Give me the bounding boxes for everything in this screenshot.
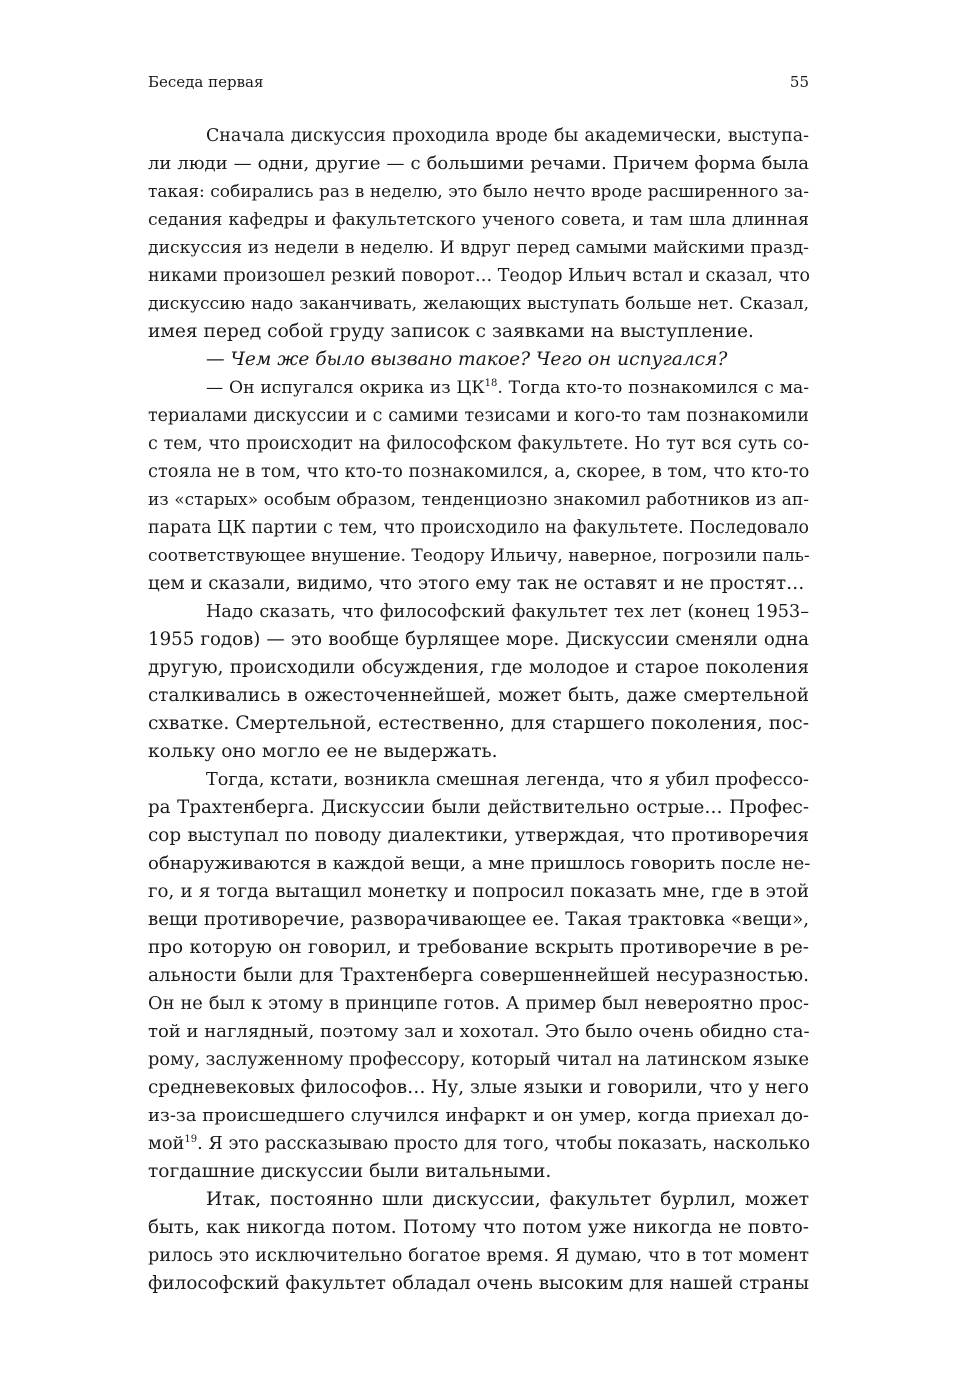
text-line — [148, 374, 809, 402]
text-line: философский факультет обладал очень высоким для нашей страны — [148, 1273, 809, 1294]
text-line: из-за происшедшего случился инфаркт и он умер, когда приехал до- — [148, 1105, 809, 1126]
paragraph — [148, 766, 809, 1186]
text-segment: . Тогда кто-то познакомился с ма- — [497, 378, 809, 398]
text-line: дискуссия из недели в неделю. И вдруг перед самыми майскими празд- — [148, 238, 809, 258]
book-page — [148, 0, 809, 1388]
text-line: с тем, что происходит на философском факультете. Но тут вся суть со- — [148, 434, 809, 454]
text-line: го, и я тогда вытащил монетку и попросил показать мне, где в этой — [148, 881, 809, 902]
interviewer-question — [148, 346, 809, 374]
text-segment: . Я это рассказываю просто для того, чтобы показать, насколько — [197, 1133, 811, 1154]
text-segment: — Он испугался окрика из ЦК — [206, 378, 485, 398]
chapter-title: Беседа первая — [148, 73, 264, 91]
text-line: альности были для Трахтенберга совершеннейшей несуразностью. — [148, 965, 809, 986]
text-line: соответствующее внушение. Теодору Ильичу, наверное, погрозили паль- — [148, 546, 810, 566]
text-line: другую, происходили обсуждения, где молодое и старое поколения — [148, 657, 809, 678]
text-line: схватке. Смертельной, естественно, для старшего поколения, пос- — [148, 713, 809, 734]
text-line: — Чем же было вызвано такое? Чего он испугался? — [206, 349, 728, 370]
paragraph — [148, 374, 809, 598]
text-line: дискуссию надо заканчивать, желающих выступать больше нет. Сказал, — [148, 294, 809, 314]
paragraph — [148, 598, 809, 766]
text-line: сталкивались в ожесточеннейшей, может быть, даже смертельной — [148, 685, 809, 706]
text-line: Сначала дискуссия проходила вроде бы академически, выступа- — [206, 126, 809, 146]
text-line — [148, 1130, 809, 1158]
text-line: средневековых философов… Ну, злые языки и говорили, что у него — [148, 1077, 809, 1098]
text-line: Он не был к этому в принципе готов. А пример был невероятно прос- — [148, 993, 809, 1014]
text-line: тогдашние дискуссии были витальными. — [148, 1161, 552, 1182]
paragraph — [148, 122, 809, 346]
text-line: седания кафедры и факультетского ученого совета, и там шла длинная — [148, 210, 809, 230]
paragraph — [148, 1186, 809, 1298]
text-line: обнаруживаются в каждой вещи, а мне пришлось говорить после не- — [148, 853, 811, 874]
text-line: стояла не в том, что кто-то познакомился, а, скорее, в том, что кто-то — [148, 461, 810, 482]
text-line: сор выступал по поводу диалектики, утверждая, что противоречия — [148, 825, 809, 846]
text-line: никами произошел резкий поворот… Теодор Ильич встал и сказал, что — [148, 266, 811, 286]
text-segment: мой — [148, 1133, 185, 1154]
text-line: имея перед собой груду записок с заявками на выступление. — [148, 321, 754, 342]
text-line: рилось это исключительно богатое время. Я думаю, что в тот момент — [148, 1245, 809, 1266]
text-line: цем и сказали, видимо, что этого ему так не оставят и не простят… — [148, 573, 805, 594]
text-line: такая: собирались раз в неделю, это было нечто вроде расширенного за- — [148, 182, 809, 202]
text-line: ра Трахтенберга. Дискуссии были действительно острые… Профес- — [148, 797, 809, 818]
page-number: 55 — [789, 73, 809, 91]
text-line: Тогда, кстати, возникла смешная легенда, что я убил профессо- — [206, 770, 809, 790]
text-line: про которую он говорил, и требование вскрыть противоречие в ре- — [148, 937, 809, 958]
text-line: той и наглядный, поэтому зал и хохотал. Это было очень обидно ста- — [148, 1021, 810, 1042]
text-line: Надо сказать, что философский факультет тех лет (конец 1953– — [206, 602, 809, 622]
footnote-ref[interactable]: 18 — [484, 378, 498, 389]
text-line: из «старых» особым образом, тенденциозно знакомил работников из ап- — [148, 490, 809, 510]
text-line: ли люди — одни, другие — с большими речами. Причем форма была — [148, 153, 809, 174]
page-body — [148, 122, 809, 1298]
text-line: вещи противоречие, разворачивающее ее. Такая трактовка «вещи», — [148, 909, 809, 930]
text-line: рому, заслуженному профессору, который читал на латинском языке — [148, 1049, 809, 1070]
text-line: парата ЦК партии с тем, что происходило на факультете. Последовало — [148, 518, 809, 538]
text-line: Итак, постоянно шли дискуссии, факультет бурлил, может — [206, 1189, 809, 1210]
text-line: 1955 годов) — это вообще бурлящее море. Дискуссии сменяли одна — [148, 629, 809, 650]
running-header — [148, 70, 809, 94]
footnote-ref[interactable]: 19 — [184, 1134, 198, 1145]
text-line: быть, как никогда потом. Потому что потом уже никогда не повто- — [148, 1217, 809, 1238]
text-line: териалами дискуссии и с самими тезисами и кого-то там познакомили — [148, 406, 809, 426]
text-line: кольку оно могло ее не выдержать. — [148, 741, 498, 762]
